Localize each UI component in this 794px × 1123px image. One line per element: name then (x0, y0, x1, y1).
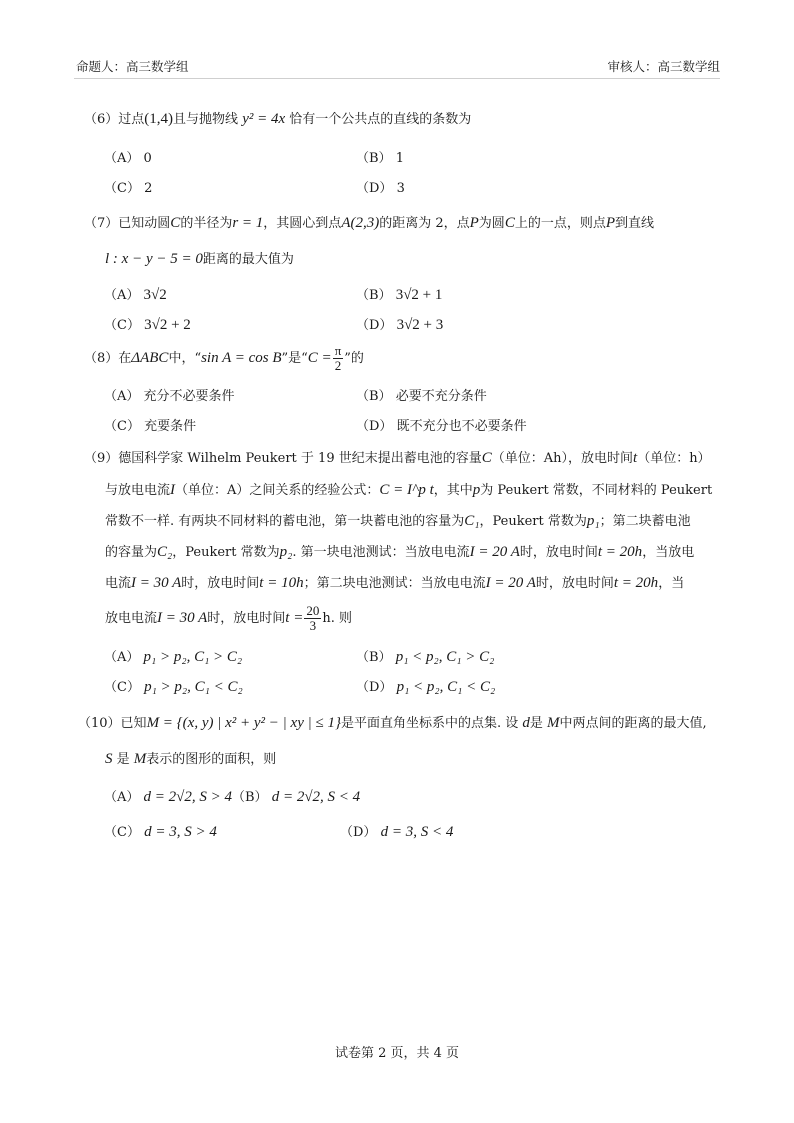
option-d: （D） 3√2 + 3 (356, 317, 444, 333)
question-9: （9）德国科学家 Wilhelm Peukert 于 19 世纪末提出蓄电池的容量C（单位：Ah），放电时间t（单位：h） (84, 450, 711, 466)
question-7: （7）已知动圆C的半径为r = 1，其圆心到点A(2,3)的距离为 2，点P为圆C上的一点，则点P到直线 (84, 215, 655, 231)
option-c: （C） 3√2 + 2 (104, 317, 191, 333)
author-label: 命题人：高三数学组 (76, 59, 189, 74)
fraction-pi-over-2: $\frac{\pi}{2}$ (334, 343, 342, 373)
question-9-line-3: 常数不一样. 有两块不同材料的蓄电池，第一块蓄电池的容量为C₁，Peukert 常数为p₁；第二块蓄电池 (105, 513, 691, 529)
question-9-line-2: 与放电电流I（单位：A）之间关系的经验公式：C = I^p t，其中p为 Peukert 常数，不同材料的 Peukert (105, 482, 713, 498)
option-b: （B） 1 (356, 151, 404, 166)
option-b: （B） d = 2√2, S < 4 (232, 789, 361, 805)
option-d: （D） d = 3, S < 4 (340, 824, 454, 840)
option-b: （B） 必要不充分条件 (356, 389, 487, 404)
page-footer: 试卷第 2 页，共 4 页 (334, 1046, 460, 1061)
option-b: （B） p₁ < p₂, C₁ > C₂ (356, 649, 495, 665)
question-9-line-6: 放电电流I = 30 A时，放电时间t = $\frac{20}{3}$ h. 则 (105, 603, 352, 633)
option-d: （D） 既不充分也不必要条件 (356, 419, 527, 434)
option-a: （A） p₁ > p₂, C₁ > C₂ (104, 649, 243, 665)
option-a: （A） 3√2 (104, 287, 167, 303)
header-divider (74, 78, 720, 79)
question-6: （6）过点(1,4)且与抛物线 y² = 4x 恰有一个公共点的直线的条数为 (84, 111, 472, 127)
question-number: （6） (84, 112, 119, 127)
option-b: （B） 3√2 + 1 (356, 287, 443, 303)
question-8: （8）在ΔABC中，“sin A = cos B”是“C = $\frac{\pi}{2}$ ”的 (84, 343, 364, 373)
option-a: （A） 0 (104, 151, 152, 166)
fraction-20-over-3: $\frac{20}{3}$ (306, 603, 320, 633)
option-c: （C） 充要条件 (104, 419, 197, 434)
option-c: （C） p₁ > p₂, C₁ < C₂ (104, 679, 243, 695)
option-c: （C） d = 3, S > 4 (104, 824, 217, 840)
option-d: （D） p₁ < p₂, C₁ < C₂ (356, 679, 496, 695)
question-10: （10）已知M = {(x, y) | x² + y² − | xy | ≤ 1}是平面直角坐标系中的点集. 设 d是 M中两点间的距离的最大值, (78, 715, 707, 731)
reviewer-label: 审核人：高三数学组 (607, 59, 720, 74)
question-9-line-4: 的容量为C₂，Peukert 常数为p₂. 第一块电池测试：当放电电流I = 20 A时，放电时间t = 20h，当放电 (105, 544, 695, 560)
option-c: （C） 2 (104, 181, 153, 196)
question-10-line-2: S 是 M表示的图形的面积，则 (105, 751, 277, 767)
option-d: （D） 3 (356, 181, 405, 196)
question-9-line-5: 电流I = 30 A时，放电时间t = 10h；第二块电池测试：当放电电流I = 20 A时，放电时间t = 20h，当 (105, 575, 685, 591)
option-a: （A） d = 2√2, S > 4 (104, 789, 233, 805)
question-7-line-2: l : x − y − 5 = 0距离的最大值为 (105, 251, 294, 267)
option-a: （A） 充分不必要条件 (104, 389, 235, 404)
